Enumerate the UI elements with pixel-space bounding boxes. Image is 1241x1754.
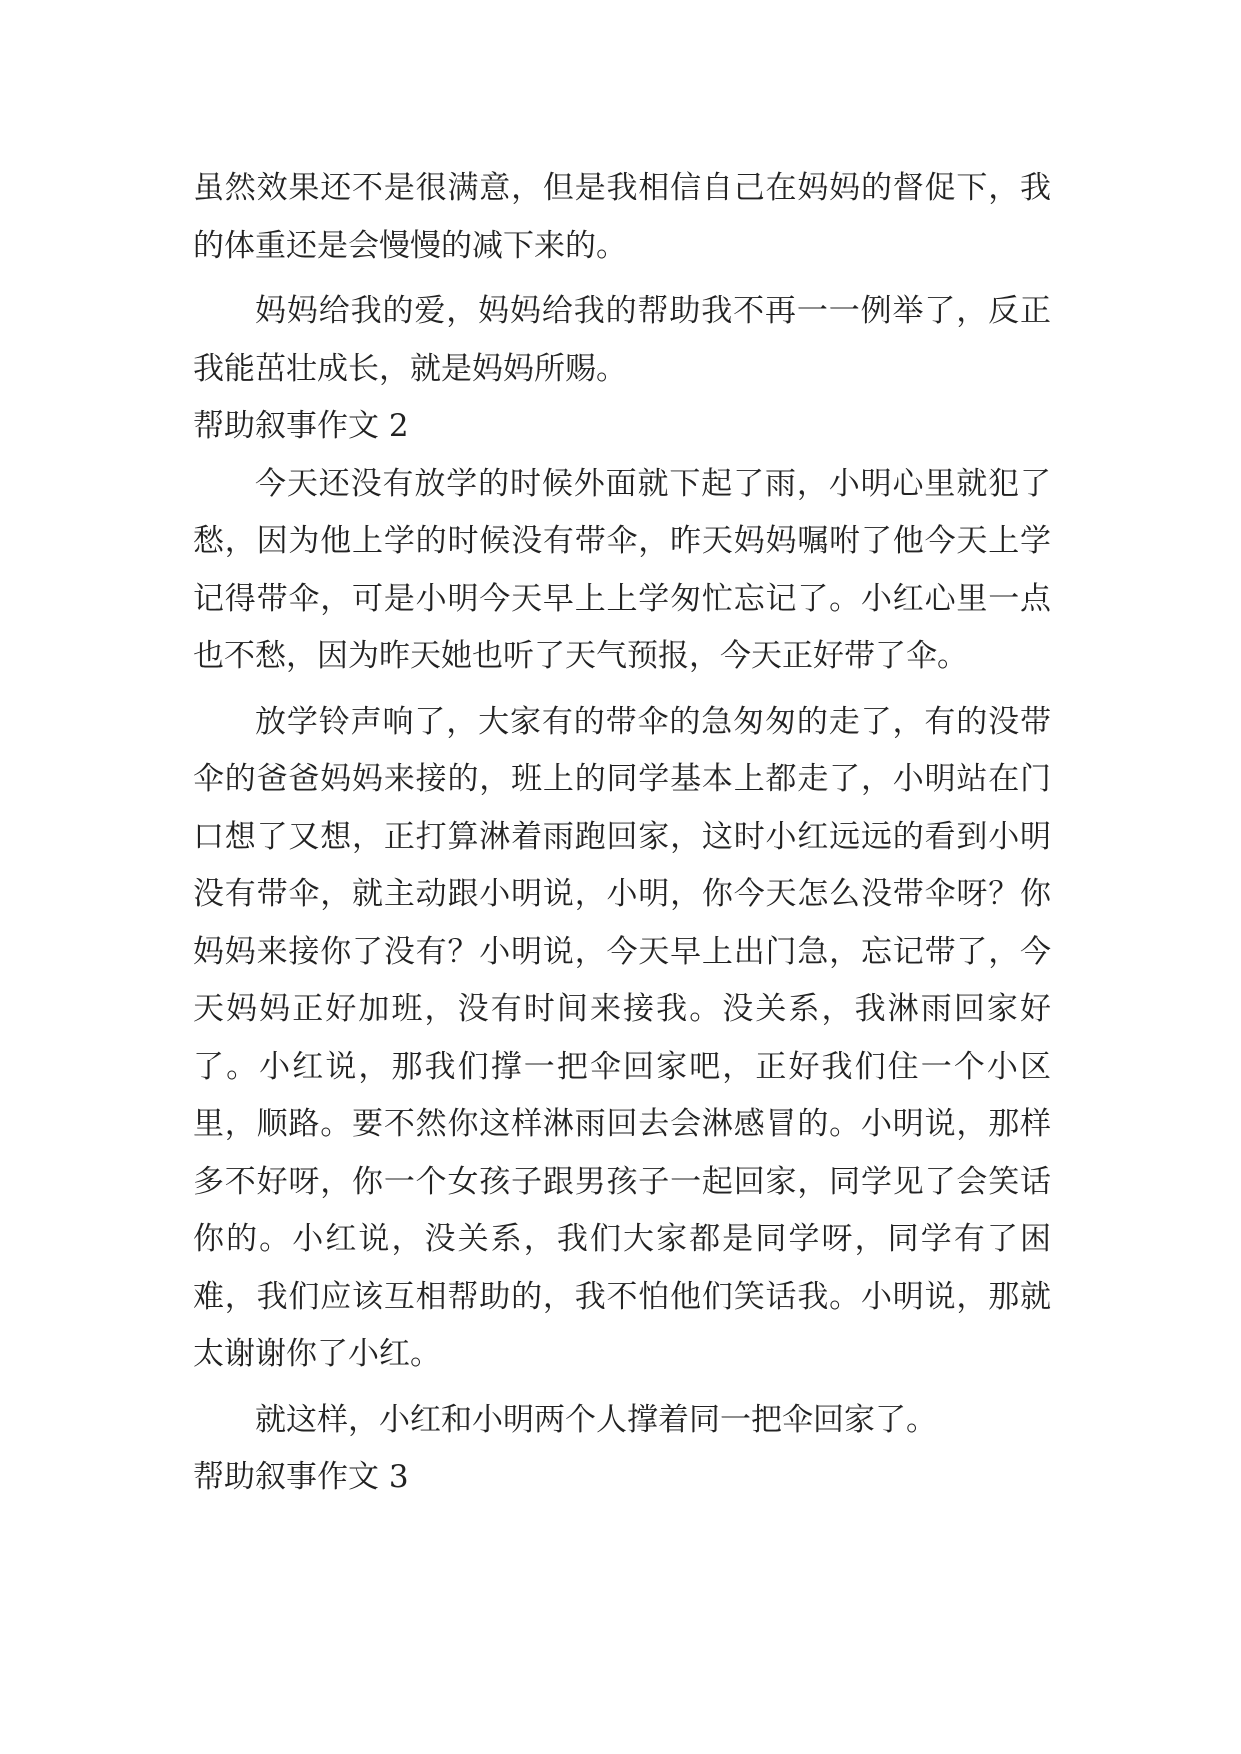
section-heading: 帮助叙事作文 3 <box>193 1459 409 1495</box>
paragraph: 虽然效果还不是很满意，但是我相信自己在妈妈的督促下，我的体重还是会慢慢的减下来的。 <box>193 170 1051 264</box>
paragraph: 今天还没有放学的时候外面就下起了雨，小明心里就犯了愁，因为他上学的时候没有带伞，昨天妈妈嘱咐了他今天上学记得带伞，可是小明今天早上上学匆忙忘记了。小红心里一点也不愁，因为昨天她也听了天气预报，今天正好带了伞。 <box>193 465 1051 674</box>
paragraph: 放学铃声响了，大家有的带伞的急匆匆的走了，有的没带伞的爸爸妈妈来接的，班上的同学基本上都走了，小明站在门口想了又想，正打算淋着雨跑回家，这时小红远远的看到小明没有带伞，就主动跟小明说，小明，你今天怎么没带伞呀？你妈妈来接你了没有？小明说，今天早上出门急，忘记带了，今天妈妈正好加班，没有时间来接我。没关系，我淋雨回家好了。小红说，那我们撑一把伞回家吧，正好我们住一个小区里，顺路。要不然你这样淋雨回去会淋感冒的。小明说，那样多不好呀，你一个女孩子跟男孩子一起回家，同学见了会笑话你的。小红说，没关系，我们大家都是同学呀，同学有了困难，我们应该互相帮助的，我不怕他们笑话我。小明说，那就太谢谢你了小红。 <box>193 703 1051 1372</box>
document-page <box>193 160 1051 1507</box>
section-heading: 帮助叙事作文 2 <box>193 408 409 444</box>
paragraph: 就这样，小红和小明两个人撑着同一把伞回家了。 <box>255 1401 937 1438</box>
paragraph: 妈妈给我的爱，妈妈给我的帮助我不再一一例举了，反正我能茁壮成长，就是妈妈所赐。 <box>193 293 1051 387</box>
